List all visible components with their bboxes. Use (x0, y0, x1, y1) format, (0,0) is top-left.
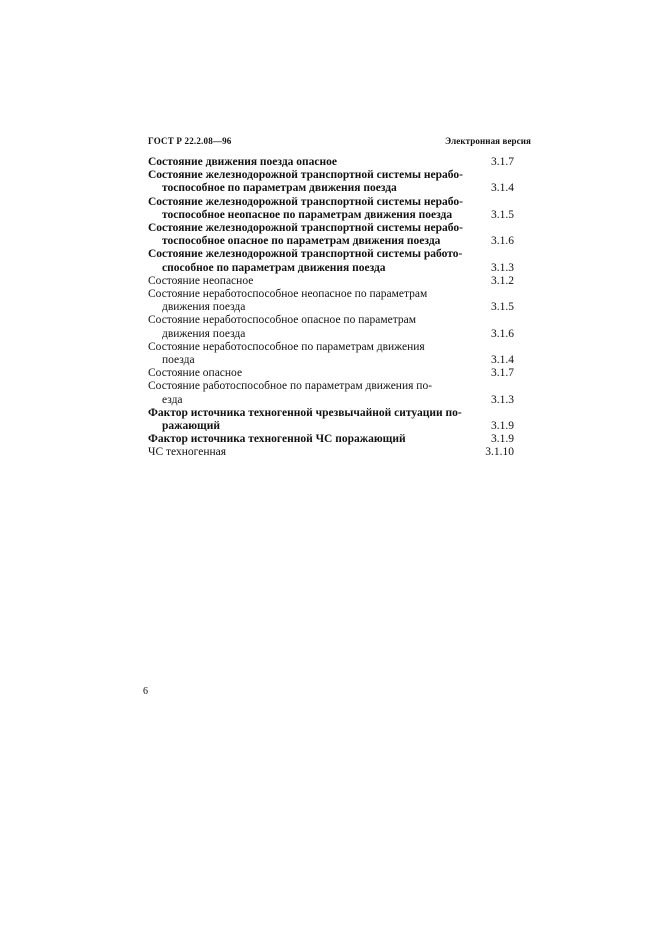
index-reference-number: 3.1.6 (491, 327, 514, 340)
index-reference-number: 3.1.5 (491, 301, 514, 314)
index-term: Состояние неработоспособное по параметрам движения (148, 340, 425, 353)
index-reference-number: 3.1.5 (491, 208, 514, 221)
index-term-continuation: поезда (162, 354, 195, 367)
index-term: Состояние железнодорожной транспортной системы нерабо- (148, 195, 463, 208)
index-reference-number: 3.1.4 (491, 354, 514, 367)
index-entry (148, 314, 514, 340)
index-reference-number: 3.1.6 (491, 235, 514, 248)
index-entry (148, 222, 514, 248)
index-reference-number: 3.1.9 (491, 420, 514, 433)
index-reference-number: 3.1.3 (491, 393, 514, 406)
index-reference-number: 3.1.7 (491, 367, 514, 380)
index-term: Состояние опасное (148, 367, 243, 380)
index-term-continuation: движения поезда (162, 301, 246, 314)
index-term-continuation: тоспособное опасное по параметрам движения поезда (162, 235, 441, 248)
index-term: Состояние работоспособное по параметрам движения по- (148, 380, 433, 393)
document-standard-code: ГОСТ Р 22.2.08—96 (148, 136, 232, 146)
index-reference-number: 3.1.4 (491, 182, 514, 195)
index-entry (148, 156, 514, 169)
index-reference-number: 3.1.9 (491, 433, 514, 446)
index-entry (148, 433, 514, 446)
electronic-version-label: Электронная версия (445, 136, 531, 146)
index-term-continuation: способное по параметрам движения поезда (162, 261, 386, 274)
index-entry (148, 446, 514, 459)
index-term: Фактор источника техногенной чрезвычайной ситуации по- (148, 406, 462, 419)
index-entry (148, 275, 514, 288)
page-number: 6 (143, 686, 148, 697)
index-term-continuation: движения поезда (162, 327, 246, 340)
index-term-continuation: езда (162, 393, 183, 406)
index-term: Состояние железнодорожной транспортной системы работо- (148, 248, 463, 261)
index-reference-number: 3.1.2 (491, 274, 514, 287)
index-term: Состояние железнодорожной транспортной системы нерабо- (148, 222, 463, 235)
index-entry (148, 169, 514, 195)
index-reference-number: 3.1.3 (491, 261, 514, 274)
index-term-continuation: тоспособное неопасное по параметрам движения поезда (162, 208, 453, 221)
index-entry (148, 380, 514, 406)
index-term-continuation: ражающий (162, 420, 220, 433)
index-term: Состояние железнодорожной транспортной системы нерабо- (148, 169, 463, 182)
index-entry (148, 341, 514, 367)
index-term: Состояние неработоспособное опасное по параметрам (148, 314, 416, 327)
index-term: Состояние неопасное (148, 274, 254, 287)
index-term-continuation: тоспособное по параметрам движения поезда (162, 182, 397, 195)
index-entry (148, 367, 514, 380)
index-entry (148, 248, 514, 274)
index-term: Состояние неработоспособное неопасное по параметрам (148, 288, 428, 301)
index-entry (148, 196, 514, 222)
index-reference-number: 3.1.7 (491, 156, 514, 168)
index-entry (148, 407, 514, 433)
index-term: Фактор источника техногенной ЧС поражающий (148, 433, 406, 446)
subject-index-list (148, 156, 514, 460)
index-term: Состояние движения поезда опасное (148, 156, 337, 168)
index-term: ЧС техногенная (148, 446, 227, 459)
index-entry (148, 288, 514, 314)
index-reference-number: 3.1.10 (485, 446, 514, 459)
